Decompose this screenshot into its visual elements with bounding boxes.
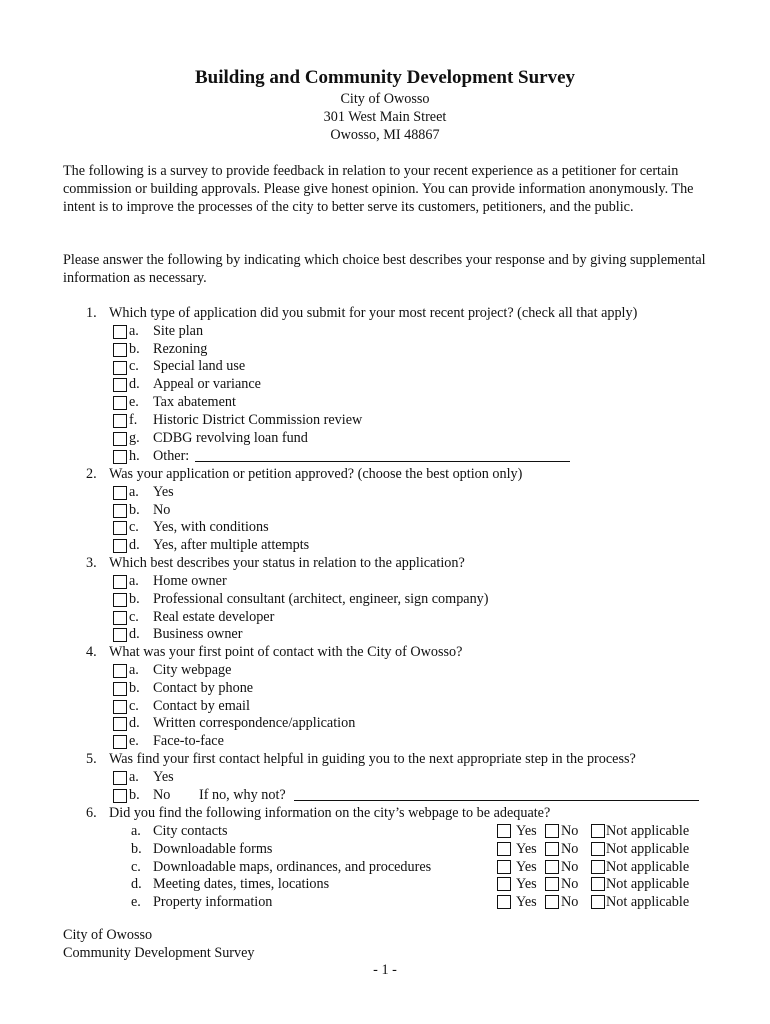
question-text: Was your application or petition approved? (choose the best option only) [109, 466, 523, 482]
checkbox[interactable] [113, 432, 127, 446]
checkbox[interactable] [113, 628, 127, 642]
option-letter: f. [129, 412, 138, 428]
checkbox[interactable] [113, 717, 127, 731]
option-label: Business owner [153, 626, 243, 642]
na-label: Not applicable [606, 859, 690, 875]
item-label: Meeting dates, times, locations [153, 876, 330, 892]
option-letter: c. [129, 519, 139, 535]
checkbox[interactable] [113, 325, 127, 339]
checkbox[interactable] [113, 343, 127, 357]
checkbox[interactable] [113, 735, 127, 749]
option-label: Rezoning [153, 341, 208, 357]
other-text-line[interactable] [195, 448, 570, 462]
question-number: 1. [86, 305, 97, 321]
checkbox[interactable] [113, 593, 127, 607]
no-label: No [561, 823, 579, 839]
checkbox[interactable] [113, 771, 127, 785]
na-label: Not applicable [606, 823, 690, 839]
option-letter: g. [129, 430, 140, 446]
option-letter: e. [129, 733, 139, 749]
checkbox[interactable] [113, 575, 127, 589]
option-label: Professional consultant (architect, engineer, sign company) [153, 591, 489, 607]
yes-checkbox[interactable] [497, 860, 511, 874]
no-checkbox[interactable] [545, 824, 559, 838]
city-address: Owosso, MI 48867 [330, 127, 440, 143]
no-checkbox[interactable] [545, 842, 559, 856]
option-letter: d. [129, 715, 140, 731]
yes-label: Yes [516, 823, 537, 839]
option-letter: d. [129, 537, 140, 553]
footer-title: Community Development Survey [63, 945, 255, 961]
option-letter: b. [129, 341, 140, 357]
option-letter: a. [129, 573, 139, 589]
yes-checkbox[interactable] [497, 895, 511, 909]
no-checkbox[interactable] [545, 877, 559, 891]
option-letter: b. [129, 591, 140, 607]
na-checkbox[interactable] [591, 860, 605, 874]
intro-paragraph: The following is a survey to provide feedback in relation to your recent experience as a petitioner for certain commission or building approvals. Please give honest opinion. You can provide information anonymously. The intent is to improve the processes of the city to better serve its customers, petitioners, and the public. [63, 163, 694, 215]
item-letter: a. [131, 823, 141, 839]
checkbox[interactable] [113, 611, 127, 625]
option-label: Yes [153, 769, 174, 785]
option-label: Appeal or variance [153, 376, 261, 392]
followup-text-line[interactable] [294, 787, 699, 801]
option-label: Face-to-face [153, 733, 224, 749]
option-label: Written correspondence/application [153, 715, 356, 731]
option-label: Tax abatement [153, 394, 236, 410]
question-text: Did you find the following information on the city’s webpage to be adequate? [109, 805, 551, 821]
checkbox[interactable] [113, 700, 127, 714]
na-label: Not applicable [606, 894, 690, 910]
checkbox[interactable] [113, 378, 127, 392]
checkbox[interactable] [113, 396, 127, 410]
no-label: No [561, 876, 579, 892]
option-label: Site plan [153, 323, 204, 339]
option-label: Home owner [153, 573, 227, 589]
option-label: Yes [153, 484, 174, 500]
checkbox[interactable] [113, 504, 127, 518]
footer-org: City of Owosso [63, 927, 153, 943]
question-number: 3. [86, 555, 97, 571]
no-label: No [561, 859, 579, 875]
option-letter: d. [129, 376, 140, 392]
checkbox[interactable] [113, 682, 127, 696]
option-letter: c. [129, 698, 139, 714]
yes-label: Yes [516, 894, 537, 910]
no-label: No [561, 894, 579, 910]
yes-checkbox[interactable] [497, 877, 511, 891]
option-letter: h. [129, 448, 140, 464]
yes-label: Yes [516, 876, 537, 892]
option-letter: a. [129, 769, 139, 785]
option-label: Yes, after multiple attempts [153, 537, 310, 553]
checkbox[interactable] [113, 414, 127, 428]
option-letter: a. [129, 323, 139, 339]
question-number: 6. [86, 805, 97, 821]
question-text: Was find your first contact helpful in guiding you to the next appropriate step in the process? [109, 751, 636, 767]
item-letter: d. [131, 876, 142, 892]
na-label: Not applicable [606, 841, 690, 857]
checkbox[interactable] [113, 486, 127, 500]
question-text: Which type of application did you submit for your most recent project? (check all that apply) [109, 305, 638, 321]
item-letter: e. [131, 894, 141, 910]
question-number: 4. [86, 644, 97, 660]
na-checkbox[interactable] [591, 824, 605, 838]
org-name: City of Owosso [340, 91, 430, 107]
option-label: Yes, with conditions [153, 519, 269, 535]
na-checkbox[interactable] [591, 895, 605, 909]
option-letter: c. [129, 609, 139, 625]
option-letter: c. [129, 358, 139, 374]
followup-label: If no, why not? [199, 787, 286, 803]
na-checkbox[interactable] [591, 842, 605, 856]
no-checkbox[interactable] [545, 860, 559, 874]
option-letter: e. [129, 394, 139, 410]
option-letter: a. [129, 662, 139, 678]
checkbox[interactable] [113, 789, 127, 803]
option-label: No [153, 502, 171, 518]
page-number: - 1 - [373, 962, 397, 978]
item-label: Downloadable forms [153, 841, 273, 857]
yes-checkbox[interactable] [497, 842, 511, 856]
option-label: Other: [153, 448, 190, 464]
yes-label: Yes [516, 841, 537, 857]
option-label: CDBG revolving loan fund [153, 430, 308, 446]
option-label: City webpage [153, 662, 232, 678]
option-label: No [153, 787, 171, 803]
yes-label: Yes [516, 859, 537, 875]
option-letter: b. [129, 502, 140, 518]
question-number: 2. [86, 466, 97, 482]
item-letter: c. [131, 859, 141, 875]
option-label: Contact by phone [153, 680, 254, 696]
yes-checkbox[interactable] [497, 824, 511, 838]
item-label: Downloadable maps, ordinances, and procedures [153, 859, 432, 875]
checkbox[interactable] [113, 361, 127, 375]
option-letter: a. [129, 484, 139, 500]
item-label: Property information [153, 894, 273, 910]
na-checkbox[interactable] [591, 877, 605, 891]
item-letter: b. [131, 841, 142, 857]
option-label: Historic District Commission review [153, 412, 363, 428]
checkbox[interactable] [113, 521, 127, 535]
option-letter: d. [129, 626, 140, 642]
na-label: Not applicable [606, 876, 690, 892]
checkbox[interactable] [113, 450, 127, 464]
instructions-paragraph: Please answer the following by indicating which choice best describes your response and by giving supplemental information as necessary. [63, 252, 706, 286]
question-text: What was your first point of contact with the City of Owosso? [109, 644, 463, 660]
street-address: 301 West Main Street [323, 109, 447, 125]
option-label: Contact by email [153, 698, 250, 714]
option-label: Real estate developer [153, 609, 275, 625]
page-title: Building and Community Development Survey [194, 67, 576, 88]
no-label: No [561, 841, 579, 857]
question-text: Which best describes your status in relation to the application? [109, 555, 465, 571]
no-checkbox[interactable] [545, 895, 559, 909]
checkbox[interactable] [113, 539, 127, 553]
option-letter: b. [129, 680, 140, 696]
option-label: Special land use [153, 358, 246, 374]
question-number: 5. [86, 751, 97, 767]
option-letter: b. [129, 787, 140, 803]
item-label: City contacts [153, 823, 228, 839]
checkbox[interactable] [113, 664, 127, 678]
